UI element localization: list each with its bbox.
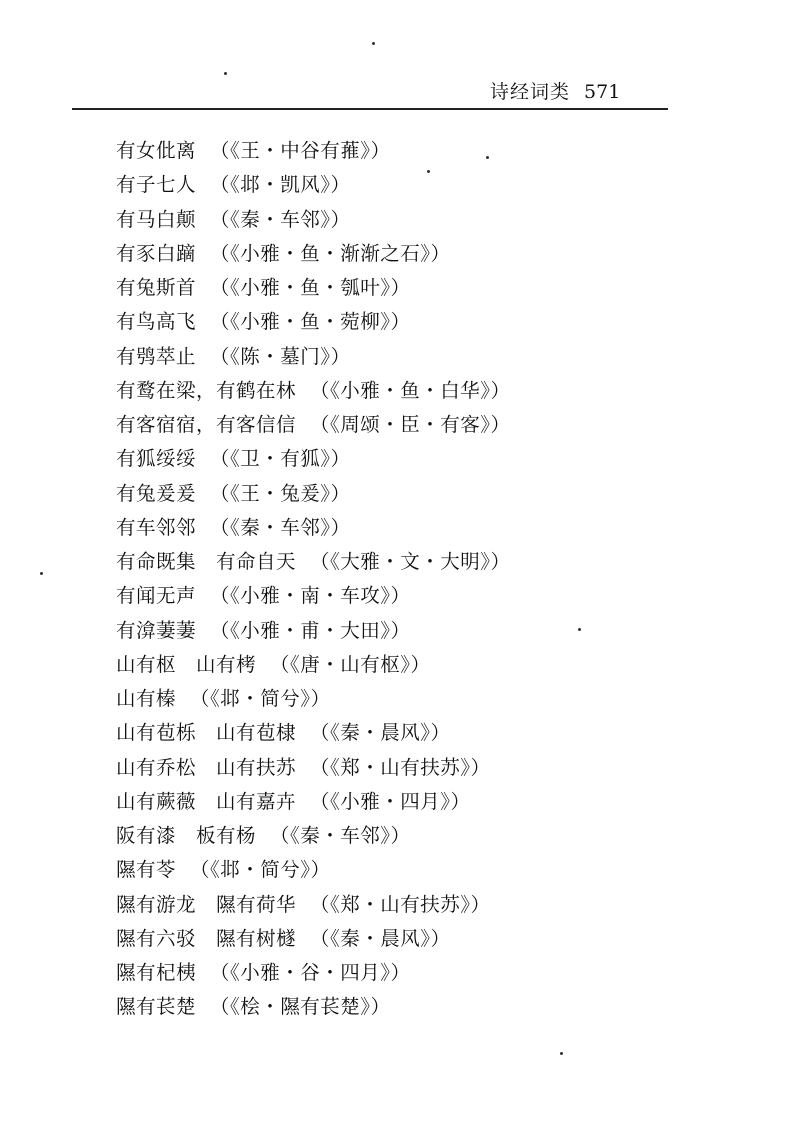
entry-phrase: 阪有漆 板有杨 bbox=[116, 824, 257, 847]
entry-phrase: 有渰萋萋 bbox=[116, 618, 197, 642]
list-item bbox=[116, 888, 676, 922]
list-item bbox=[116, 990, 676, 1024]
list-item bbox=[116, 442, 676, 476]
running-title: 诗经词类 bbox=[490, 81, 571, 103]
list-item bbox=[116, 305, 676, 339]
list-item bbox=[116, 203, 676, 237]
list-item bbox=[116, 682, 676, 716]
entry-phrase: 有豕白蹢 bbox=[116, 241, 197, 265]
entry-phrase: 山有乔松 山有扶苏 bbox=[116, 755, 297, 779]
entry-phrase: 隰有杞桋 bbox=[116, 961, 197, 984]
entry-phrase: 隰有苌楚 bbox=[116, 995, 197, 1019]
entry-source: （《小雅・谷・四月》） bbox=[210, 961, 411, 984]
entry-phrase: 隰有苓 bbox=[116, 858, 177, 882]
entry-source: （《秦・车邻》） bbox=[210, 207, 351, 231]
list-item bbox=[116, 785, 676, 819]
entry-phrase: 有兔斯首 bbox=[116, 276, 197, 299]
entry-source: （《小雅・四月》） bbox=[310, 789, 471, 813]
scan-speck bbox=[486, 156, 489, 159]
scan-speck bbox=[427, 170, 430, 173]
entry-source: （《大雅・文・大明》） bbox=[310, 550, 511, 573]
list-item bbox=[116, 134, 676, 168]
entry-source: （《秦・车邻》） bbox=[270, 824, 411, 847]
list-item bbox=[116, 956, 676, 990]
header-rule bbox=[72, 108, 668, 110]
list-item bbox=[116, 545, 676, 579]
entry-source: （《秦・晨风》） bbox=[310, 721, 451, 745]
list-item bbox=[116, 168, 676, 202]
entry-source: （《卫・有狐》） bbox=[210, 447, 351, 471]
list-item bbox=[116, 374, 676, 408]
list-item bbox=[116, 511, 676, 545]
entry-source: （《秦・车邻》） bbox=[210, 515, 351, 539]
entry-phrase: 有客宿宿，有客信信 bbox=[116, 413, 297, 436]
entry-phrase: 有鸟高飞 bbox=[116, 310, 197, 334]
entry-source: （《邶・简兮》） bbox=[190, 687, 331, 710]
list-item bbox=[116, 271, 676, 305]
scan-speck bbox=[560, 1052, 563, 1055]
entry-source: （《秦・晨风》） bbox=[310, 926, 451, 950]
entry-source: （《郑・山有扶苏》） bbox=[310, 892, 491, 916]
page-header bbox=[490, 78, 662, 106]
entry-phrase: 有闻无声 bbox=[116, 584, 197, 608]
entry-source: （《小雅・鱼・渐渐之石》） bbox=[210, 241, 451, 265]
list-item bbox=[116, 477, 676, 511]
entry-phrase: 山有榛 bbox=[116, 687, 177, 710]
entry-phrase: 有子七人 bbox=[116, 173, 197, 197]
entry-source: （《郑・山有扶苏》） bbox=[310, 755, 491, 779]
entry-phrase: 山有蕨薇 山有嘉卉 bbox=[116, 789, 297, 813]
entry-phrase: 有马白颠 bbox=[116, 207, 197, 231]
list-item bbox=[116, 751, 676, 785]
entry-source: （《邶・简兮》） bbox=[190, 858, 331, 882]
entry-source: （《小雅・鱼・白华》） bbox=[310, 378, 511, 402]
entry-phrase: 隰有六驳 隰有树檖 bbox=[116, 926, 297, 950]
list-item bbox=[116, 340, 676, 374]
list-item bbox=[116, 648, 676, 682]
entry-list bbox=[116, 134, 676, 1025]
entry-source: （《小雅・鱼・菀柳》） bbox=[210, 310, 411, 334]
scan-speck bbox=[372, 42, 375, 45]
list-item bbox=[116, 922, 676, 956]
entry-phrase: 有鸮萃止 bbox=[116, 344, 197, 368]
entry-phrase: 有鹜在梁，有鹤在林 bbox=[116, 378, 297, 402]
entry-source: （《王・中谷有蓷》） bbox=[210, 139, 391, 162]
list-item bbox=[116, 614, 676, 648]
entry-phrase: 有女仳离 bbox=[116, 139, 197, 162]
page-number: 571 bbox=[584, 81, 621, 103]
entry-phrase: 有兔爰爰 bbox=[116, 481, 197, 505]
list-item bbox=[116, 853, 676, 887]
entry-phrase: 有车邻邻 bbox=[116, 515, 197, 539]
entry-source: （《陈・墓门》） bbox=[210, 344, 351, 368]
entry-phrase: 隰有游龙 隰有荷华 bbox=[116, 892, 297, 916]
entry-phrase: 有命既集 有命自天 bbox=[116, 550, 297, 573]
entry-source: （《小雅・甫・大田》） bbox=[210, 618, 411, 642]
entry-phrase: 有狐绥绥 bbox=[116, 447, 197, 471]
entry-source: （《邶・凯风》） bbox=[210, 173, 351, 197]
entry-source: （《小雅・鱼・瓠叶》） bbox=[210, 276, 411, 299]
entry-source: （《唐・山有枢》） bbox=[270, 652, 431, 676]
list-item bbox=[116, 579, 676, 613]
scan-speck bbox=[578, 628, 581, 631]
list-item bbox=[116, 716, 676, 750]
entry-phrase: 山有枢 山有栲 bbox=[116, 652, 257, 676]
entry-phrase: 山有苞栎 山有苞棣 bbox=[116, 721, 297, 745]
scan-speck bbox=[40, 572, 43, 575]
list-item bbox=[116, 819, 676, 853]
entry-source: （《周颂・臣・有客》） bbox=[310, 413, 511, 436]
list-item bbox=[116, 237, 676, 271]
entry-source: （《小雅・南・车攻》） bbox=[210, 584, 411, 608]
entry-source: （《桧・隰有苌楚》） bbox=[210, 995, 391, 1019]
list-item bbox=[116, 408, 676, 442]
entry-source: （《王・兔爰》） bbox=[210, 481, 351, 505]
scan-speck bbox=[224, 72, 227, 75]
